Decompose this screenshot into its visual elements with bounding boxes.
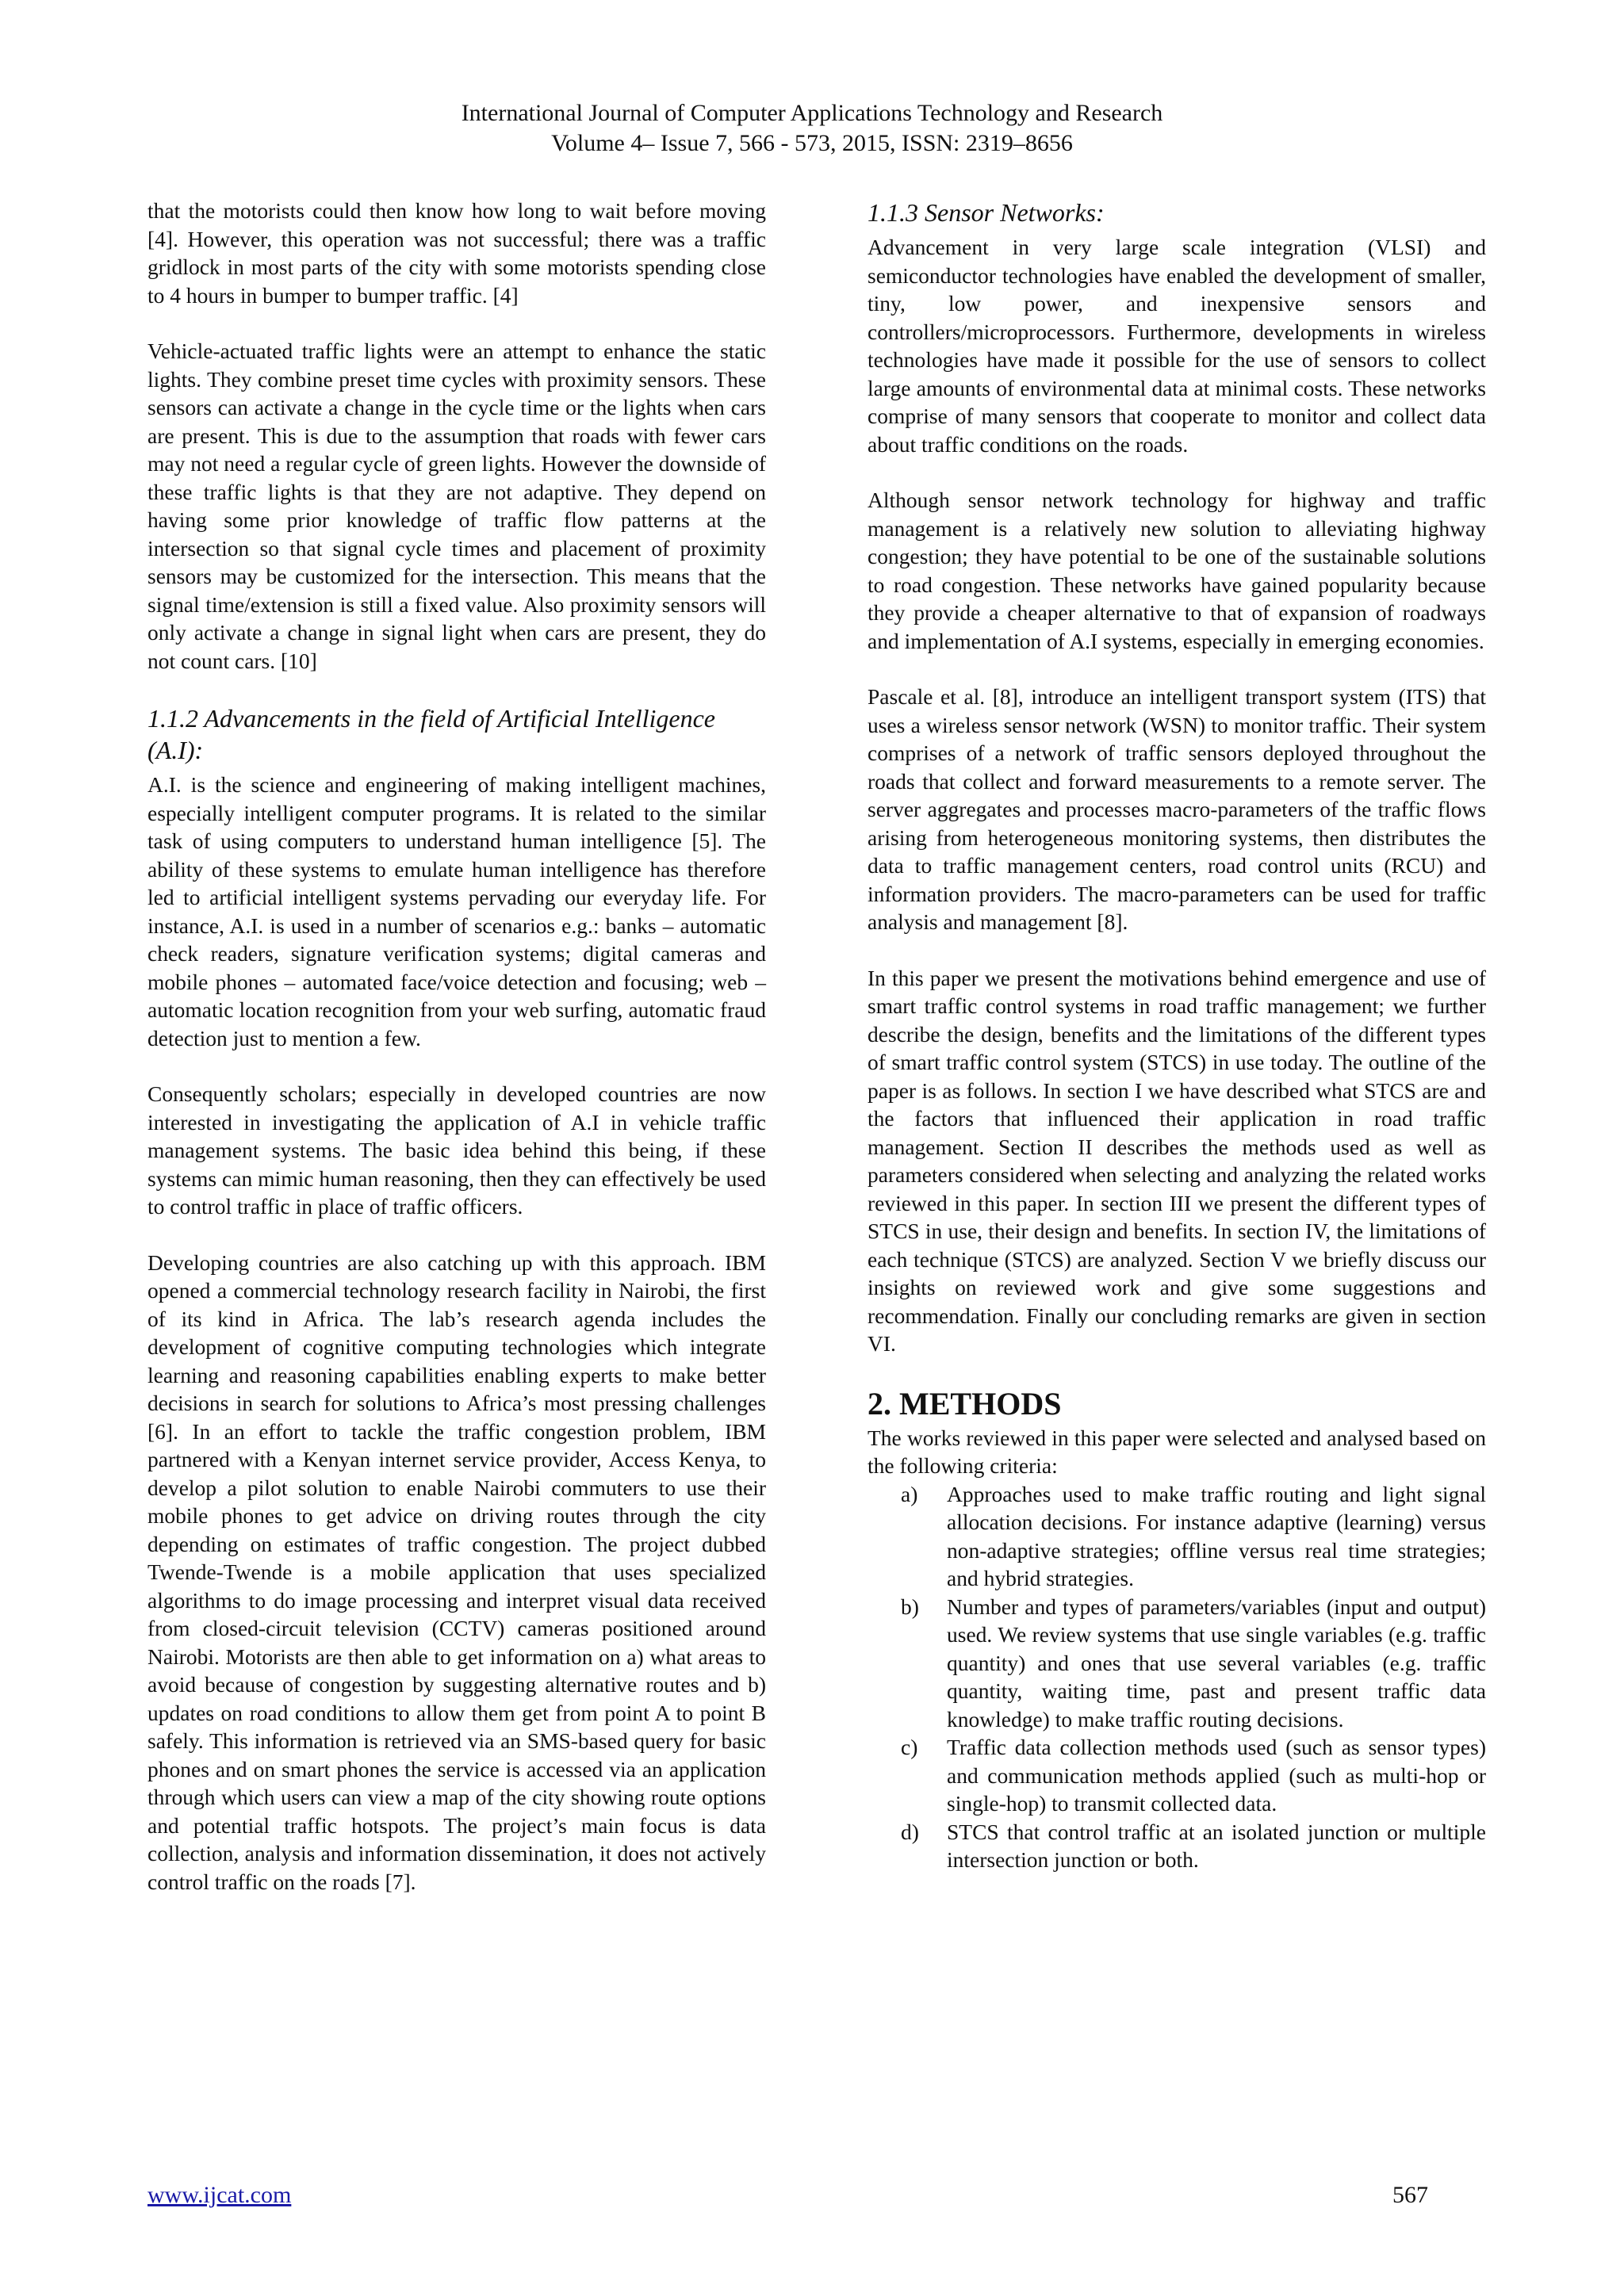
paragraph: that the motorists could then know how long to wait before moving [4]. However, this operation was not successful; there was a traffic gridlock in most parts of the city with some motorists spending close to 4 hours in bumper to bumper traffic. [4] (147, 198, 766, 308)
list-item-text: Approaches used to make traffic routing and light signal allocation decisions. For instance adaptive (learning) versus non-adaptive strategies; offline versus real time strategies; and hybrid strategies. (947, 1481, 1486, 1590)
section-heading-methods: 2. METHODS (868, 1385, 1062, 1422)
list-item (868, 1818, 1486, 1874)
paragraph: Consequently scholars; especially in developed countries are now interested in investigating the application of A.I in vehicle traffic management systems. The basic idea behind this being, if these systems can mimic human reasoning, then they can effectively be used to control traffic in place of traffic officers. (147, 1081, 766, 1219)
list-item (868, 1593, 1486, 1734)
paragraph: A.I. is the science and engineering of making intelligent machines, especially intelligent computer programs. It is related to the similar task of using computers to understand human intelligence [5]. The ability of these systems to emulate human intelligence has therefore led to artificial intelligent systems pervading our everyday life. For instance, A.I. is used in a number of scenarios e.g.: banks – automatic check readers, signature verification systems; digital cameras and mobile phones – automated face/voice detection and focusing; web – automatic location recognition from your web surfing, automatic fraud detection just to mention a few. (147, 772, 766, 1050)
list-item-text: Traffic data collection methods used (such as sensor types) and communication methods applied (such as multi-hop or single-hop) to transmit collected data. (947, 1735, 1486, 1816)
right-column (868, 197, 1486, 1874)
paragraph: Vehicle-actuated traffic lights were an attempt to enhance the static lights. They combine preset time cycles with proximity sensors. These sensors can activate a change in the cycle time or the lights when cars are present. This is due to the assumption that roads with fewer cars may not need a regular cycle of green lights. However the downside of these traffic lights is that they are not adaptive. They depend on having some prior knowledge of traffic flow patterns at the intersection so that signal cycle times and placement of proximity sensors may be customized for the intersection. This means that the signal time/extension is still a fixed value. Also proximity sensors will only activate a change in signal light when cars are present, they do not count cars. [10] (147, 339, 766, 673)
journal-volume: Volume 4– Issue 7, 566 - 573, 2015, ISSN: 2319–8656 (551, 130, 1073, 156)
subsection-heading-1-1-2: 1.1.2 Advancements in the field of Artificial Intelligence (A.I): (147, 704, 715, 764)
journal-header (0, 98, 1624, 159)
paragraph: Pascale et al. [8], introduce an intelligent transport system (ITS) that uses a wireless sensor network (WSN) to monitor traffic. Their system comprises of a network of traffic sensors deployed throughout the roads that collect and forward measurements to a remote server. The server aggregates and processes macro-parameters of the traffic flows arising from heterogeneous monitoring systems, then distributes the data to traffic management centers, road control units (RCU) and information providers. The macro-parameters can be used for traffic analysis and management [8]. (868, 684, 1486, 934)
paragraph: Although sensor network technology for highway and traffic management is a relatively new solution to alleviating highway congestion; they have potential to be one of the sustainable solutions to road congestion. These networks have gained popularity because they provide a cheaper alternative to that of expansion of roadways and implementation of A.I systems, especially in emerging economies. (868, 488, 1486, 653)
paragraph: In this paper we present the motivations behind emergence and use of smart traffic control systems in road traffic management; we further describe the design, benefits and the limitations of the different types of smart traffic control system (STCS) in use today. The outline of the paper is as follows. In section I we have described what STCS are and the factors that influenced their application in road traffic management. Section II describes the methods used as well as parameters considered when selecting and analyzing the related works reviewed in this paper. In section III we present the different types of STCS in use, their design and benefits. In section IV, the limitations of each technique (STCS) are analyzed. Section V we briefly discuss our insights on reviewed work and give some suggestions and recommendation. Finally our concluding remarks are given in section VI. (868, 965, 1486, 1356)
list-item-text: STCS that control traffic at an isolated junction or multiple intersection junction or both. (947, 1819, 1486, 1872)
subsection-heading-1-1-3: 1.1.3 Sensor Networks: (868, 198, 1105, 227)
page-number: 567 (1392, 2182, 1428, 2208)
methods-intro: The works reviewed in this paper were selected and analysed based on the following criteria: (868, 1425, 1486, 1478)
list-item-label: d) (901, 1819, 919, 1844)
journal-title: International Journal of Computer Applications Technology and Research (461, 100, 1163, 126)
list-item-text: Number and types of parameters/variables (input and output) used. We review systems that use single variables (e.g. traffic quantity) and ones that use several variables (e.g. traffic quantity, waiting time, past and present traffic data knowledge) to make traffic routing decisions. (947, 1594, 1486, 1732)
list-item-label: a) (901, 1481, 918, 1506)
journal-website-link[interactable]: www.ijcat.com (147, 2182, 292, 2208)
list-item-label: c) (901, 1735, 918, 1759)
paragraph: Developing countries are also catching up with this approach. IBM opened a commercial technology research facility in Nairobi, the first of its kind in Africa. The lab’s research agenda includes the development of cognitive computing technologies which integrate learning and reasoning capabilities enabling experts to make better decisions in search for solutions to Africa’s most pressing challenges [6]. In an effort to tackle the traffic congestion problem, IBM partnered with a Kenyan internet service provider, Access Kenya, to develop a pilot solution to enable Nairobi commuters to use their mobile phones to get advice on driving routes through the city depending on estimates of traffic congestion. The project dubbed Twende-Twende is a mobile application that uses specialized algorithms to do image processing and interpret visual data received from closed-circuit television (CCTV) cameras positioned around Nairobi. Motorists are then able to get information on a) what areas to avoid because of congestion by suggesting alternative routes and b) updates on road conditions to allow them get from point A to point B safely. This information is retrieved via an SMS-based query for basic phones and on smart phones the service is accessed via an application through which users can view a map of the city showing route options and potential traffic hotspots. The project’s main focus is data collection, analysis and information dissemination, it does not actively control traffic on the roads [7]. (147, 1249, 766, 1894)
list-item-label: b) (901, 1594, 919, 1619)
paragraph: Advancement in very large scale integration (VLSI) and semiconductor technologies have enabled the development of smaller, tiny, low power, and inexpensive sensors and controllers/microprocessors. Furthermore, developments in wireless technologies have made it possible for the use of sensors to collect large amounts of environmental data at minimal costs. These networks comprise of many sensors that cooperate to monitor and collect data about traffic conditions on the roads. (868, 235, 1486, 457)
list-item (868, 1733, 1486, 1818)
list-item (868, 1480, 1486, 1593)
left-column (147, 197, 766, 1896)
criteria-list (868, 1480, 1486, 1874)
